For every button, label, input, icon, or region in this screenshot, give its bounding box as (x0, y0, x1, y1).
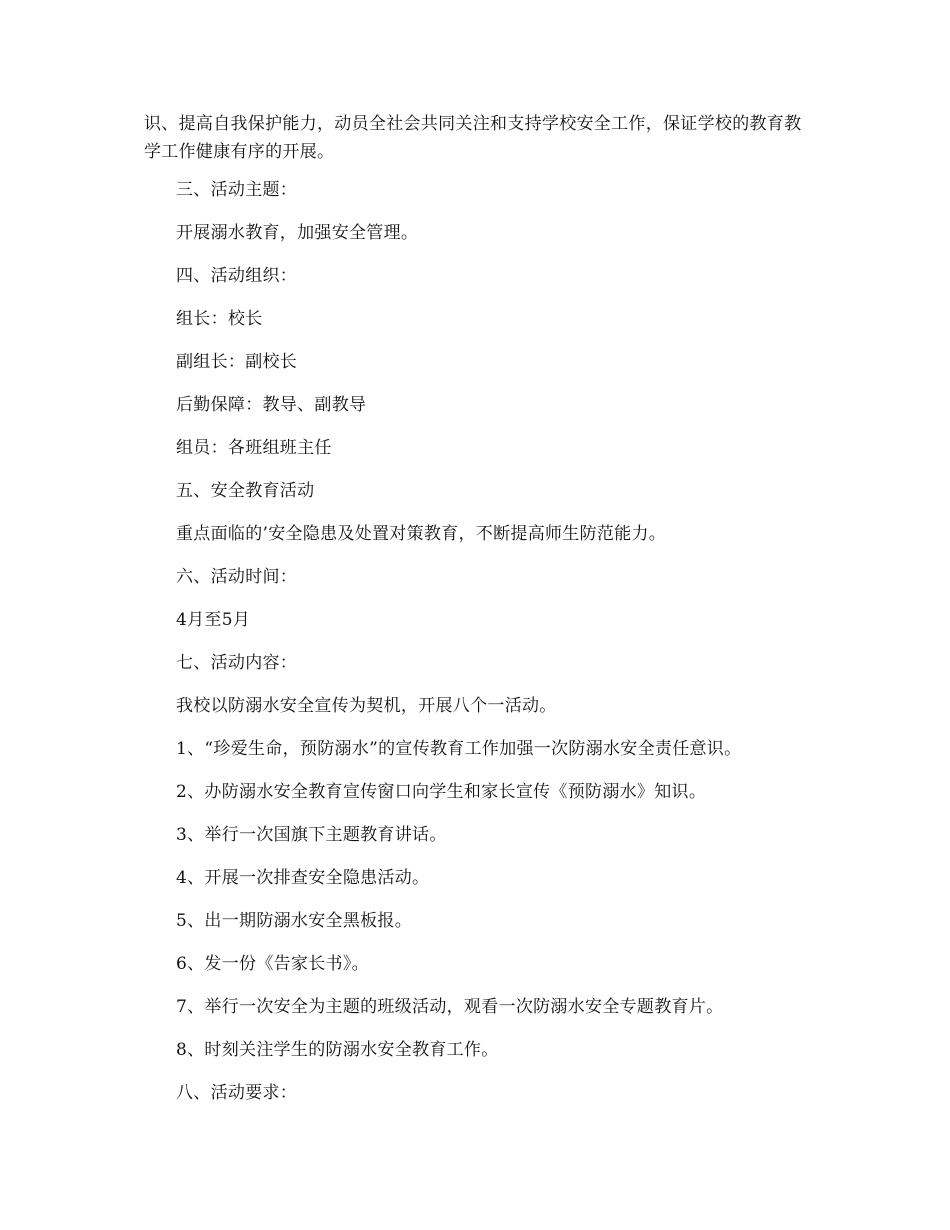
paragraph-deputy-leader: 副组长：副校长 (176, 352, 298, 372)
heading-activity-organization: 四、活动组织： (176, 266, 298, 286)
heading-activity-content: 七、活动内容： (176, 653, 298, 673)
paragraph-team-leader: 组长：校长 (176, 309, 263, 329)
intro-paragraph: 识、提高自我保护能力，动员全社会共同关注和支持学校安全工作，保证学校的教育教学工作健康有序的开展。 (144, 114, 802, 162)
paragraph-content-intro: 我校以防溺水安全宣传为契机，开展八个一活动。 (176, 696, 557, 716)
list-item-2: 2、办防溺水安全教育宣传窗口向学生和家长宣传《预防溺水》知识。 (176, 782, 707, 802)
heading-safety-education: 五、安全教育活动 (176, 481, 315, 501)
list-item-6: 6、发一份《告家长书》。 (176, 954, 369, 974)
heading-activity-time: 六、活动时间： (176, 567, 298, 587)
list-item-1: 1、“珍爱生命，预防溺水”的宣传教育工作加强一次防溺水安全责任意识。 (176, 739, 742, 759)
paragraph-safety-focus: 重点面临的’安全隐患及处置对策教育，不断提高师生防范能力。 (176, 524, 667, 544)
list-item-3: 3、举行一次国旗下主题教育讲话。 (176, 825, 447, 845)
list-item-8: 8、时刻关注学生的防溺水安全教育工作。 (176, 1040, 499, 1060)
heading-activity-requirements: 八、活动要求： (176, 1083, 298, 1103)
paragraph-members: 组员：各班组班主任 (176, 438, 332, 458)
paragraph-logistics: 后勤保障：教导、副教导 (176, 395, 367, 415)
list-item-7: 7、举行一次安全为主题的班级活动，观看一次防溺水安全专题教育片。 (176, 997, 724, 1017)
list-item-4: 4、开展一次排查安全隐患活动。 (176, 868, 430, 888)
paragraph-time-range: 4月至5月 (176, 610, 251, 630)
list-item-5: 5、出一期防溺水安全黑板报。 (176, 911, 413, 931)
paragraph-theme-text: 开展溺水教育，加强安全管理。 (176, 223, 419, 243)
heading-activity-theme: 三、活动主题： (176, 180, 298, 200)
